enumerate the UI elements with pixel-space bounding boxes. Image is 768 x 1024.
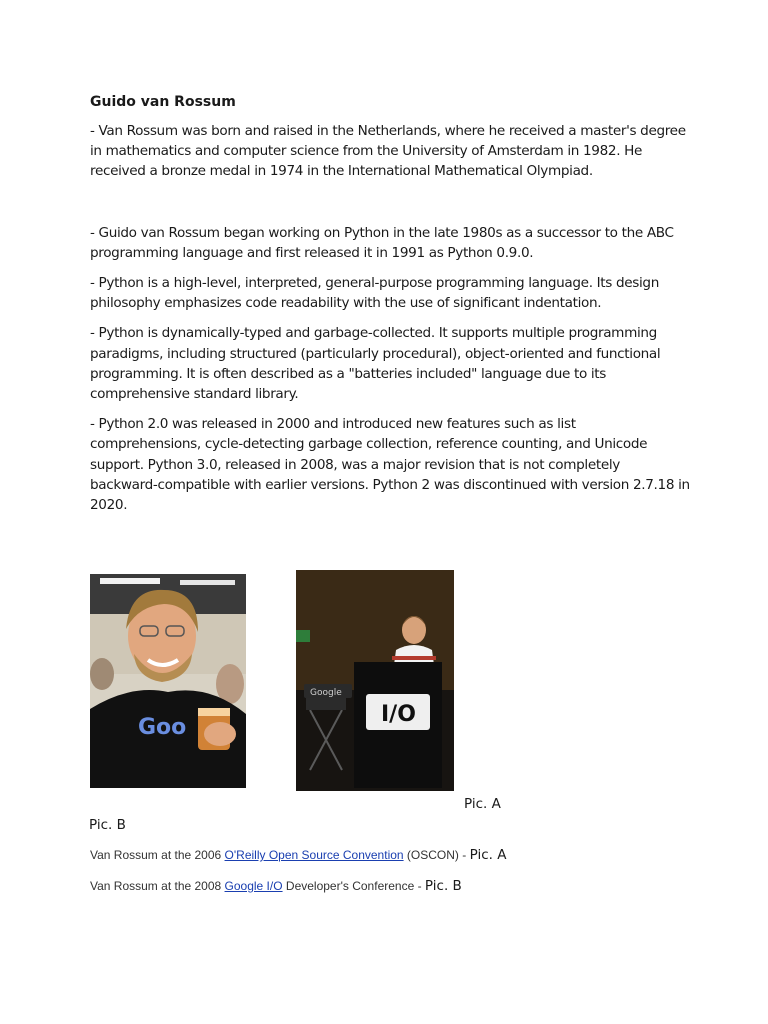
paragraph-python-typing: - Python is dynamically-typed and garbage-collected. It supports multiple programming paradigms, including structured (particularly procedural), object-oriented and functional programming. It is often described as a "batteries included" language due to its comprehensive standard library. [90,325,661,403]
photo-pic-a-image [90,574,246,788]
pic-b-label: Pic. B [89,817,126,833]
caption-oscon [90,847,506,863]
caption-google-io [90,878,462,894]
shirt-logo-text: Goo [138,715,187,740]
page-title: Guido van Rossum [90,94,236,110]
caption-text: Van Rossum at the 2006 [90,848,225,862]
photo-pic-b [296,570,454,791]
podium-logo-text: I/O [381,702,416,727]
spacer [90,192,690,223]
caption-text: Developer's Conference - [282,879,425,893]
link-oscon[interactable]: O'Reilly Open Source Convention [224,848,404,862]
caption-pic-ref: Pic. B [424,878,462,894]
paragraph-python-versions: - Python 2.0 was released in 2000 and introduced new features such as list comprehensions, cycle-detecting garbage collection, reference counting, and Unicode support. Python 3.0, released in 2008, was a major revision that is not completely backward-compatible with earlier versions. Python 2 was discontinued with version 2.7.18 in 2020. [90,416,690,514]
photo-pic-a [90,574,246,788]
caption-text: Van Rossum at the 2008 [90,879,225,893]
sign-text: Google [310,688,342,698]
paragraph-early-life: - Van Rossum was born and raised in the Netherlands, where he received a master's degree in mathematics and computer science from the University of Amsterdam in 1982. He received a bronze medal in 1974 in the International Mathematical Olympiad. [90,123,686,180]
document-body [90,92,690,525]
paragraph-python-origins: - Guido van Rossum began working on Python in the late 1980s as a successor to the ABC programming language and first released it in 1991 as Python 0.9.0. [90,224,674,261]
paragraph-python-design: - Python is a high-level, interpreted, general-purpose programming language. Its design philosophy emphasizes code readability with the use of significant indentation. [90,275,659,312]
caption-text: (OSCON) - [403,848,470,862]
pic-a-label: Pic. A [464,796,501,812]
photo-pic-b-image [296,570,454,791]
link-google-io[interactable]: Google I/O [224,879,283,893]
caption-pic-ref: Pic. A [469,847,507,863]
